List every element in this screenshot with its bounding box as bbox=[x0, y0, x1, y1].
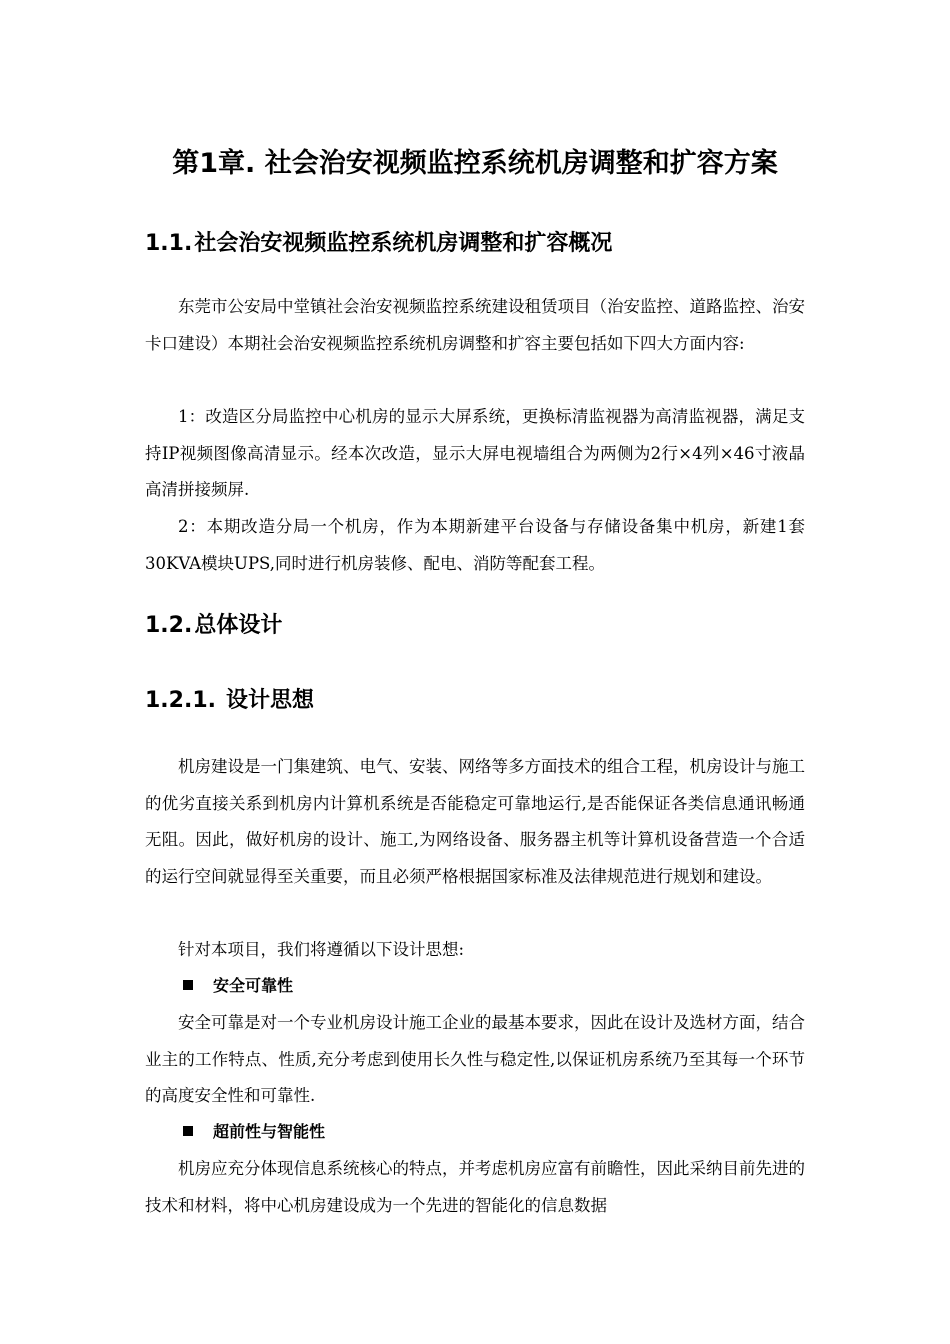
section-number: 1.2.1. bbox=[145, 688, 216, 713]
paragraph: 东莞市公安局中堂镇社会治安视频监控系统建设租赁项目（治安监控、道路监控、治安卡口建设）本期社会治安视频监控系统机房调整和扩容主要包括如下四大方面内容: bbox=[145, 297, 805, 353]
square-bullet-icon bbox=[183, 1126, 193, 1136]
section-number: 1.2. bbox=[145, 613, 193, 638]
chapter-title: 第1章. 社会治安视频监控系统机房调整和扩容方案 bbox=[172, 148, 778, 179]
bullet-item bbox=[183, 1120, 325, 1144]
section-title: 总体设计 bbox=[194, 613, 283, 638]
paragraph: 机房应充分体现信息系统核心的特点，并考虑机房应富有前瞻性，因此采纳目前先进的技术和材料，将中心机房建设成为一个先进的智能化的信息数据 bbox=[145, 1159, 805, 1215]
paragraph: 1：改造区分局监控中心机房的显示大屏系统，更换标清监视器为高清监视器，满足支持IP视频图像高清显示。经本次改造，显示大屏电视墙组合为两侧为2行×4列×46寸液晶高清拼接频屏. bbox=[145, 407, 805, 499]
section-heading-1-1 bbox=[145, 228, 612, 260]
bullet-item bbox=[183, 974, 293, 998]
section-heading-1-2 bbox=[145, 610, 282, 642]
bullet-label: 安全可靠性 bbox=[213, 976, 294, 995]
square-bullet-icon bbox=[183, 980, 193, 990]
section-title: 社会治安视频监控系统机房调整和扩容概况 bbox=[194, 231, 613, 256]
section-title: 设计思想 bbox=[226, 688, 315, 713]
section-number: 1.1. bbox=[145, 231, 193, 256]
paragraph: 2：本期改造分局一个机房，作为本期新建平台设备与存储设备集中机房，新建1套30KVA模块UPS,同时进行机房装修、配电、消防等配套工程。 bbox=[145, 517, 805, 573]
section-heading-1-2-1 bbox=[145, 685, 314, 717]
paragraph: 机房建设是一门集建筑、电气、安装、网络等多方面技术的组合工程，机房设计与施工的优劣直接关系到机房内计算机系统是否能稳定可靠地运行,是否能保证各类信息通讯畅通无阻。因此，做好机房的设计、施工,为网络设备、服务器主机等计算机设备营造一个合适的运行空间就显得至关重要，而且必须严格根据国家标准及法律规范进行规划和建设。 bbox=[145, 757, 805, 886]
paragraph: 安全可靠是对一个专业机房设计施工企业的最基本要求，因此在设计及选材方面，结合业主的工作特点、性质,充分考虑到使用长久性与稳定性,以保证机房系统乃至其每一个环节的高度安全性和可靠性. bbox=[145, 1013, 805, 1105]
paragraph: 针对本项目，我们将遵循以下设计思想: bbox=[178, 940, 465, 959]
bullet-label: 超前性与智能性 bbox=[213, 1122, 326, 1141]
